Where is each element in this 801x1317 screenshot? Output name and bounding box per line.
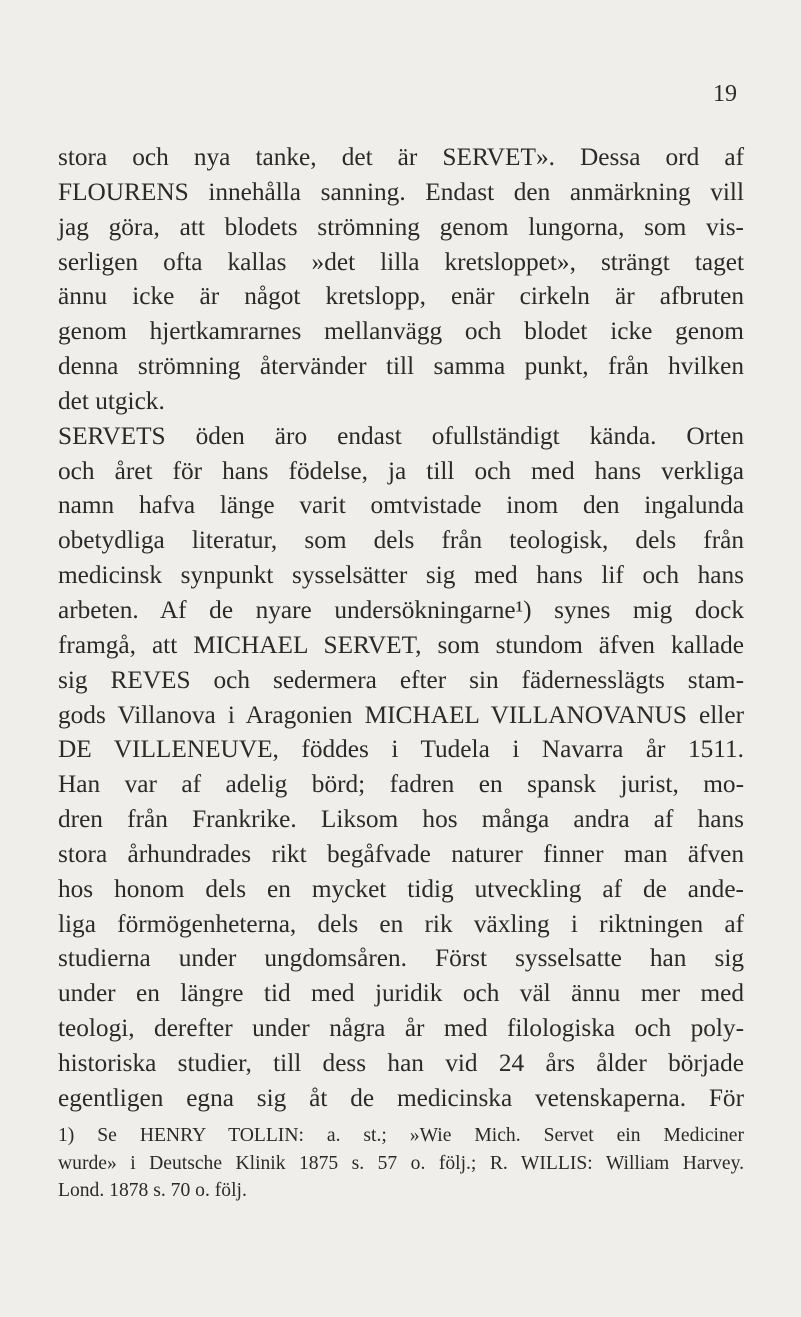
- text-line: liga förmögenheterna, dels en rik växling i riktningen af: [58, 909, 744, 938]
- text-line: denna strömning återvänder till samma punkt, från hvilken: [58, 352, 744, 381]
- text-line: historiska studier, till dess han vid 24 års ålder började: [58, 1048, 744, 1077]
- text-line: under en längre tid med juridik och väl ännu mer med: [58, 979, 744, 1008]
- text-line: stora århundrades rikt begåfvade naturer finner man äfven: [58, 839, 744, 868]
- text-line: arbeten. Af de nyare undersökningarne¹) synes mig dock: [58, 595, 744, 624]
- text-line: sig REVES och sedermera efter sin fädernesslägts stam-: [58, 665, 744, 694]
- body-text: [58, 140, 744, 1116]
- text-line: obetydliga literatur, som dels från teologisk, dels från: [58, 526, 744, 555]
- text-line: gods Villanova i Aragonien MICHAEL VILLANOVANUS eller: [58, 700, 744, 729]
- text-line: DE VILLENEUVE, föddes i Tudela i Navarra år 1511.: [58, 735, 744, 764]
- footnote-line: Lond. 1878 s. 70 o. följ.: [58, 1180, 247, 1201]
- footnotes: [58, 1122, 744, 1205]
- footnote-line: wurde» i Deutsche Klinik 1875 s. 57 o. följ.; R. WILLIS: William Harvey.: [58, 1152, 744, 1174]
- text-line: FLOURENS innehålla sanning. Endast den anmärkning vill: [58, 177, 744, 206]
- text-line: SERVETS öden äro endast ofullständigt kända. Orten: [58, 421, 744, 450]
- page-number: 19: [713, 81, 737, 107]
- text-line: ännu icke är något kretslopp, enär cirkeln är afbruten: [58, 282, 744, 311]
- text-line: studierna under ungdomsåren. Först sysselsatte han sig: [58, 944, 744, 973]
- text-line: Han var af adelig börd; fadren en spansk jurist, mo-: [58, 770, 744, 799]
- text-line: genom hjertkamrarnes mellanvägg och blodet icke genom: [58, 317, 744, 346]
- text-line: dren från Frankrike. Liksom hos många andra af hans: [58, 805, 744, 834]
- text-line: stora och nya tanke, det är SERVET». Dessa ord af: [58, 143, 744, 171]
- footnote-line: 1) Se HENRY TOLLIN: a. st.; »Wie Mich. Servet ein Mediciner: [58, 1125, 744, 1146]
- text-line: medicinsk synpunkt sysselsätter sig med hans lif och hans: [58, 561, 744, 590]
- text-line: teologi, derefter under några år med filologiska och poly-: [58, 1014, 744, 1043]
- text-line: och året för hans födelse, ja till och med hans verkliga: [58, 456, 744, 485]
- text-line: jag göra, att blodets strömning genom lungorna, som vis-: [58, 212, 744, 241]
- text-line: hos honom dels en mycket tidig utveckling af de ande-: [58, 874, 744, 903]
- text-line: det utgick.: [58, 386, 165, 415]
- text-line: egentligen egna sig åt de medicinska vetenskaperna. För: [58, 1083, 744, 1112]
- text-line: framgå, att MICHAEL SERVET, som stundom äfven kallade: [58, 630, 744, 659]
- text-line: namn hafva länge varit omtvistade inom den ingalunda: [58, 491, 744, 520]
- text-line: serligen ofta kallas »det lilla kretsloppet», strängt taget: [58, 247, 744, 276]
